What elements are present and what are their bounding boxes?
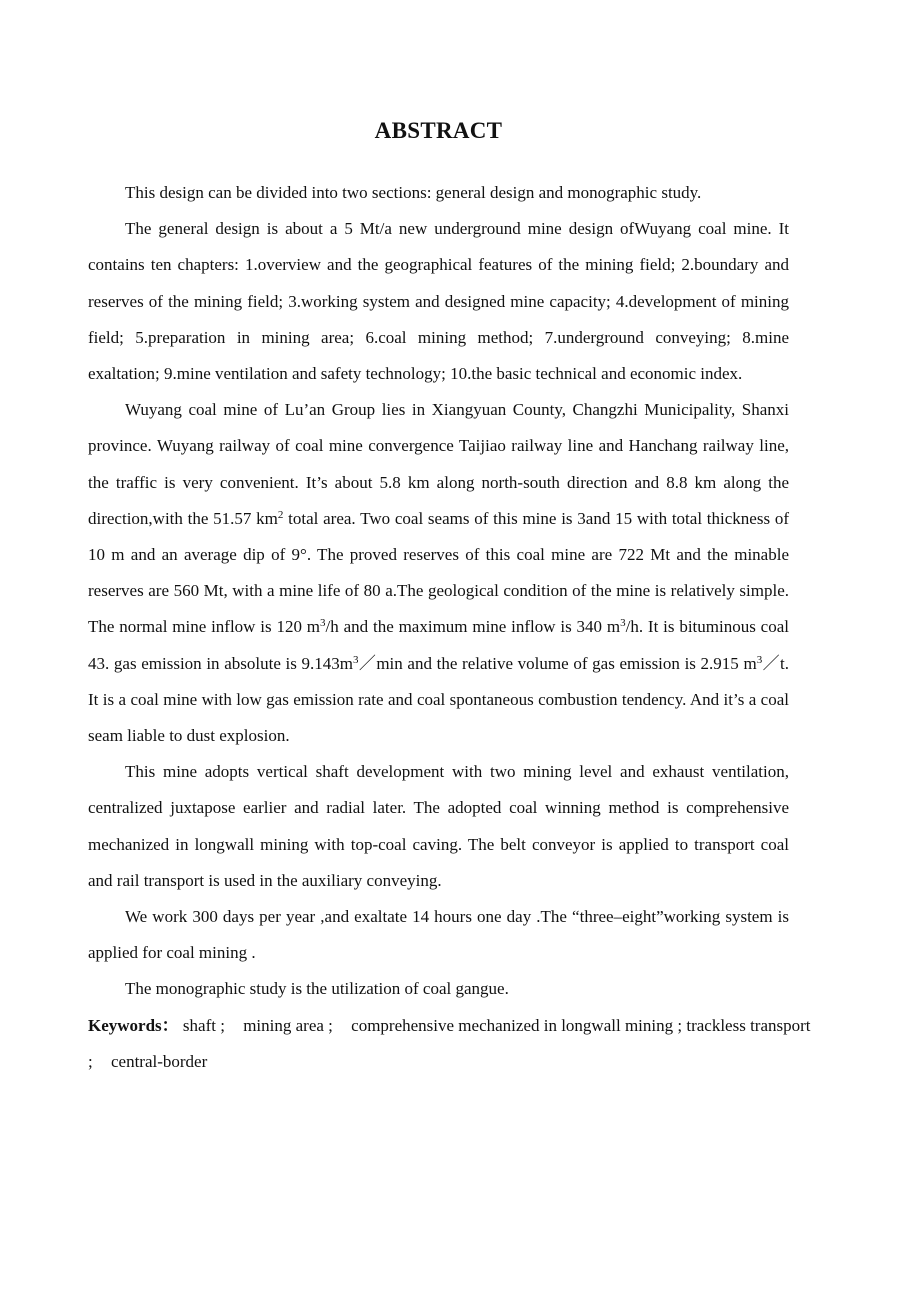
paragraph-1: This design can be divided into two sections: general design and monographic study.: [125, 183, 702, 202]
superscript-3: 3: [353, 653, 359, 666]
paragraph-3-text-a: Wuyang coal mine of Lu’an Group lies in Xiangyuan County, Changzhi Municipality, Shanxi province. Wuyang railway of coal mine convergence Taijiao railway line and Hanchang railway line, the traffic is very convenient. It’s about 5.8 km along north-south direction and 8.8 km along the direction,with the 51.57 km: [88, 400, 789, 528]
paragraph-4: This mine adopts vertical shaft development with two mining level and exhaust ventilation, centralized juxtapose earlier and radial later. The adopted coal winning method is comprehensive mechanized in longwall mining with top-coal caving. The belt conveyor is applied to transport coal and rail transport is used in the auxiliary conveying.: [88, 762, 789, 890]
keywords-line: [88, 1008, 813, 1080]
superscript-3: 3: [756, 653, 763, 666]
paragraph-3: [88, 392, 789, 754]
paragraph-5: We work 300 days per year ,and exaltate 14 hours one day .The “three–eight”working system is applied for coal mining .: [88, 907, 789, 963]
paragraph-3-text-d: /h. It is bituminous coal 43. gas emission in absolute is 9.143m: [88, 617, 789, 673]
abstract-page: [88, 118, 811, 1080]
superscript-3: 3: [320, 617, 326, 630]
paragraph-2: The general design is about a 5 Mt/a new underground mine design ofWuyang coal mine. It contains ten chapters: 1.overview and the geographical features of the mining field; 2.boundary and reserves of the mining field; 3.working system and designed mine capacity; 4.development of mining field; 5.preparation in mining area; 6.coal mining method; 7.underground conveying; 8.mine exaltation; 9.mine ventilation and safety technology; 10.the basic technical and economic index.: [88, 219, 789, 384]
page-title: ABSTRACT: [374, 118, 503, 143]
keyword-item: mining area ;: [243, 1015, 333, 1035]
paragraph-3-text-f: ／t. It is a coal mine with low gas emission rate and coal spontaneous combustion tendency. And it’s a coal seam liable to dust explosion.: [88, 653, 789, 746]
paragraph-3-text-c: /h and the maximum mine inflow is 340 m: [325, 617, 621, 637]
paragraph-3-text-e: ／min and the relative volume of gas emission is 2.915 m: [358, 653, 757, 673]
keyword-item: central-border: [110, 1051, 208, 1071]
superscript-2: 2: [277, 508, 284, 521]
keyword-item: shaft ;: [182, 1015, 225, 1035]
keywords-label: Keywords：: [88, 1015, 179, 1035]
keyword-item: comprehensive mechanized in longwall mining ; trackless transport ;: [88, 1015, 811, 1071]
paragraph-6: The monographic study is the utilization of coal gangue.: [125, 979, 509, 999]
paragraph-3-text-b: total area. Two coal seams of this mine is 3and 15 with total thickness of 10 m and an average dip of 9°. The proved reserves of this coal mine are 722 Mt and the minable reserves are 560 Mt, with a mine life of 80 a.The geological condition of the mine is relatively simple. The normal mine inflow is 120 m: [88, 508, 789, 637]
superscript-3: 3: [620, 617, 626, 630]
